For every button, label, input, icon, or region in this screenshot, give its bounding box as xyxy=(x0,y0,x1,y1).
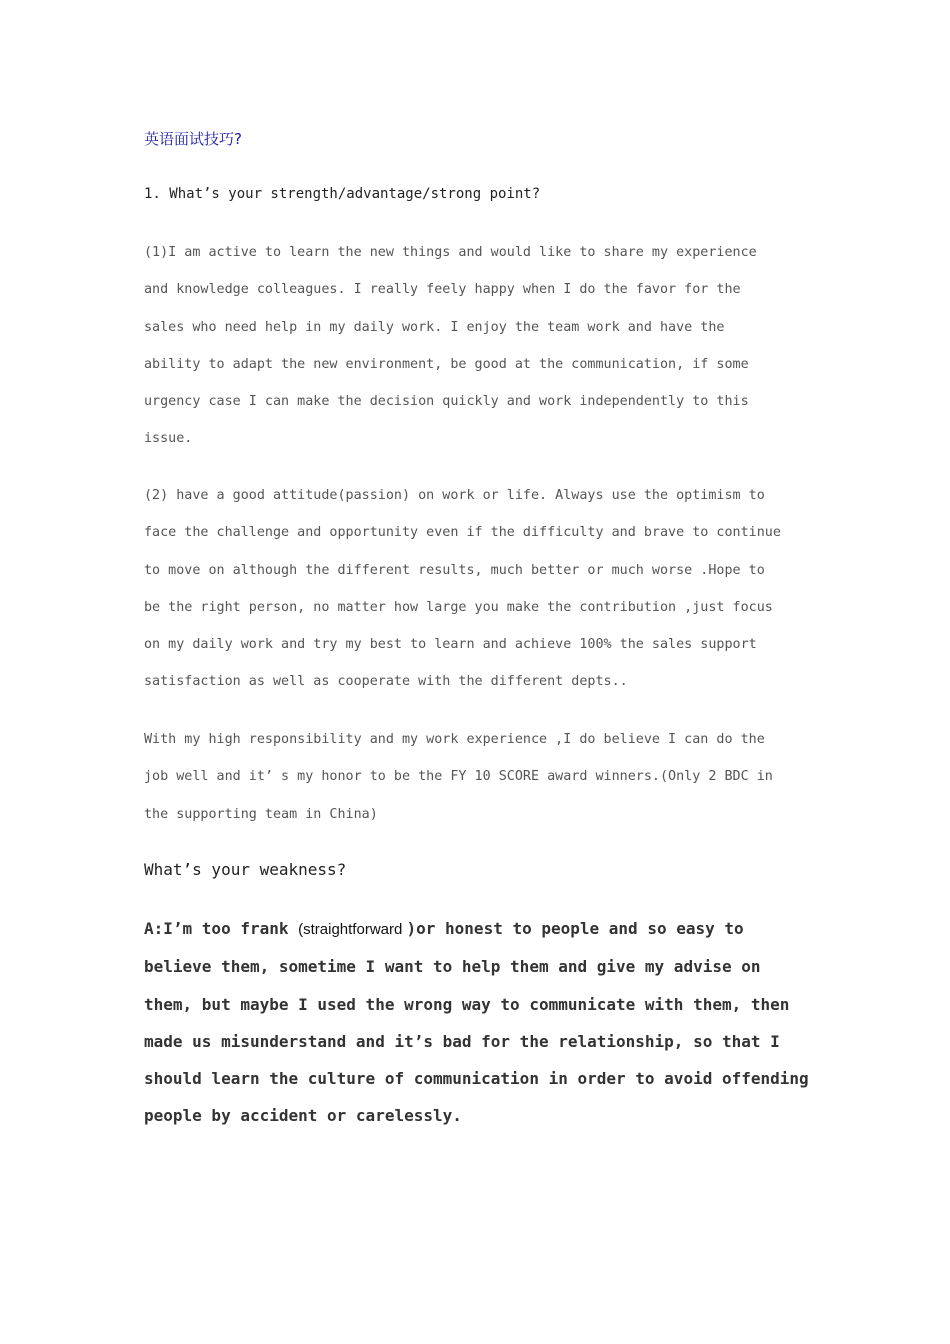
paragraph-line: ability to adapt the new environment, be good at the communication, if some xyxy=(144,356,749,372)
paragraph-line: be the right person, no matter how large you make the contribution ,just focus xyxy=(144,599,773,615)
answer-line: made us misunderstand and it’s bad for the relationship, so that I xyxy=(144,1031,780,1051)
question-weakness-heading: What’s your weakness? xyxy=(144,860,347,879)
strength-paragraph-2 xyxy=(144,477,781,701)
paragraph-line: issue. xyxy=(144,431,193,447)
answer-line: believe them, sometime I want to help them and give my advise on xyxy=(144,957,761,977)
paragraph-line: to move on although the different results, much better or much worse .Hope to xyxy=(144,562,765,578)
paragraph-line: sales who need help in my daily work. I enjoy the team work and have the xyxy=(144,319,725,335)
paragraph-line: With my high responsibility and my work experience ,I do believe I can do the xyxy=(144,732,765,747)
answer-line: people by accident or carelessly. xyxy=(144,1106,462,1126)
answer-line-end: )or honest to people and so easy to xyxy=(406,919,744,938)
strength-paragraph-1 xyxy=(144,234,757,458)
paragraph-line: and knowledge colleagues. I really feely happy when I do the favor for the xyxy=(144,282,741,298)
paragraph-line: the supporting team in China) xyxy=(144,806,378,822)
answer-aside: (straightforward xyxy=(298,921,407,938)
paragraph-line: job well and it’ s my honor to be the FY 10 SCORE award winners.(Only 2 BDC in xyxy=(144,769,773,785)
strength-paragraph-3 xyxy=(144,721,773,833)
answer-line: them, but maybe I used the wrong way to communicate with them, then xyxy=(144,994,790,1014)
weakness-answer xyxy=(144,910,809,1135)
paragraph-line: (1)I am active to learn the new things and would like to share my experience xyxy=(144,245,757,260)
question-strength-heading: 1. What’s your strength/advantage/strong point? xyxy=(144,186,541,202)
paragraph-line: on my daily work and try my best to learn and achieve 100% the sales support xyxy=(144,637,757,653)
paragraph-line: satisfaction as well as cooperate with the different depts.. xyxy=(144,674,628,690)
paragraph-line: (2) have a good attitude(passion) on work or life. Always use the optimism to xyxy=(144,488,765,503)
answer-line-start: A:I’m too frank xyxy=(144,919,299,938)
paragraph-line: face the challenge and opportunity even if the difficulty and brave to continue xyxy=(144,525,781,541)
document-title: 英语面试技巧? xyxy=(144,130,242,148)
answer-line: should learn the culture of communication in order to avoid offending xyxy=(144,1069,809,1089)
paragraph-line: urgency case I can make the decision quickly and work independently to this xyxy=(144,394,749,410)
